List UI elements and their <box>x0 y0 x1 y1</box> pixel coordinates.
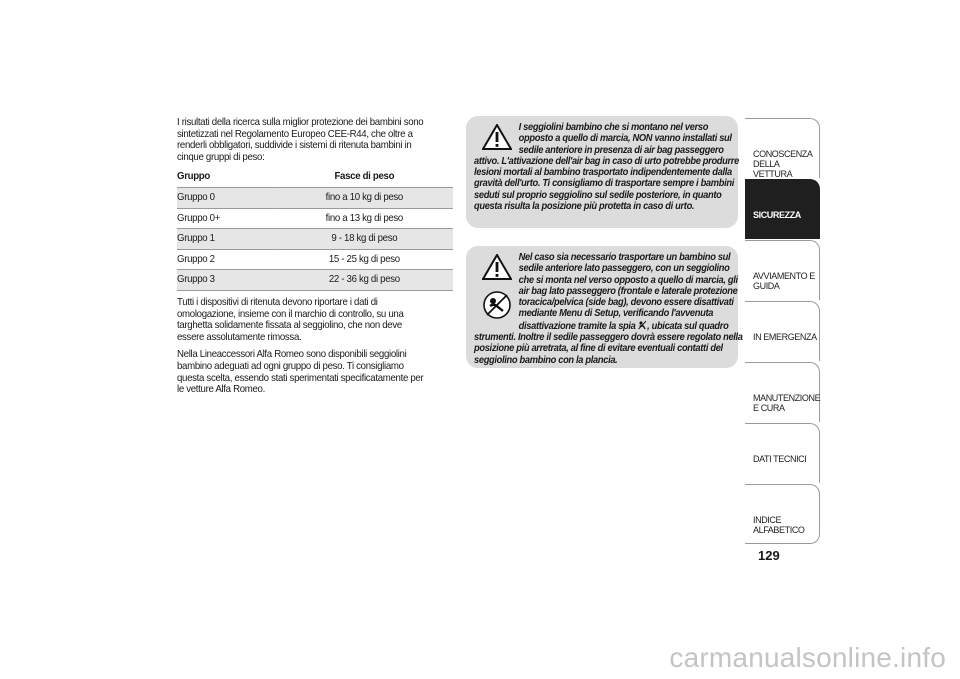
table-cell: fino a 10 kg di peso <box>276 187 453 208</box>
intro-paragraph: I risultati della ricerca sulla miglior protezione dei bambini sono sintetizzati nel Regolamento Europeo CEE-R44, che oltre a renderli obbligatori, suddivide i sistemi di ritenuta bambini in cinque gruppi di peso: <box>177 116 424 163</box>
tab-sicurezza[interactable]: SICUREZZA <box>745 179 820 239</box>
tab-indice[interactable]: INDICE ALFABETICO <box>745 484 820 544</box>
table-cell: fino a 13 kg di peso <box>276 208 453 229</box>
table-cell: Gruppo 3 <box>177 270 276 291</box>
section-tabs <box>745 118 820 545</box>
watermark: carmanualsonline.info <box>669 642 946 673</box>
table-cell: Gruppo 1 <box>177 229 276 250</box>
table-header-group: Gruppo <box>177 170 210 183</box>
warning-box-rear-facing <box>466 116 738 228</box>
table-cell: Gruppo 2 <box>177 249 276 270</box>
tab-avviamento[interactable]: AVVIAMENTO E GUIDA <box>745 240 820 300</box>
table-cell: 9 - 18 kg di peso <box>276 229 453 250</box>
table-row <box>177 270 453 291</box>
page-number: 129 <box>758 548 780 563</box>
tab-manutenzione[interactable]: MANUTENZIONE E CURA <box>745 362 820 422</box>
table-row <box>177 249 453 270</box>
table-row <box>177 208 453 229</box>
tab-emergenza[interactable]: IN EMERGENZA <box>745 301 820 361</box>
table-cell: Gruppo 0+ <box>177 208 276 229</box>
approval-paragraph: Tutti i dispositivi di ritenuta devono riportare i dati di omologazione, insieme con il marchio di controllo, su una targhetta solidamente fissata al seggiolino, che non deve essere assolutamente rimossa. <box>177 295 404 343</box>
table-header-weight: Fasce di peso <box>334 170 395 183</box>
accessories-paragraph: Nella Lineaccessori Alfa Romeo sono disponibili seggiolini bambino adeguati ad ogni gruppo di peso. Ti consigliamo questa scelta, essendo stati sperimentati specificatamente per le vetture Alfa Romeo. <box>177 348 424 396</box>
table-row <box>177 187 453 208</box>
tab-dati-tecnici[interactable]: DATI TECNICI <box>745 423 820 483</box>
warning-box-airbag-deactivation <box>466 246 743 368</box>
warning-text-cont: , ubicata sul quadro strumenti. Inoltre il sedile passeggero dovrà essere regolato nella posizione più arretrata, al fine di evitare eventuali contatti del seggiolino bambino con la plancia. <box>474 320 743 366</box>
main-text-column <box>177 117 431 402</box>
tab-conoscenza[interactable]: CONOSCENZA DELLA VETTURA <box>745 118 820 178</box>
warning-text: I seggiolini bambino che si montano nel verso opposto a quello di marcia, NON vanno installati sul sedile anteriore in presenza di air bag passeggero attivo. L'attivazione dell'air bag in caso di urto potrebbe produrre lesioni mortali al bambino trasportato indipendentemente dalla gravità dell'urto. Ti consigliamo di trasportare sempre i bambini seduti sul proprio seggiolino sul sedile posteriore, in quanto questa risulta la posizione più protetta in caso di urto. <box>474 122 739 213</box>
table-cell: 15 - 25 kg di peso <box>276 249 453 270</box>
table-header-row <box>177 169 453 187</box>
table-cell: 22 - 36 kg di peso <box>276 270 453 291</box>
warning-text: Nel caso sia necessario trasportare un bambino sul sedile anteriore lato passeggero, con un seggiolino che si monta nel verso opposto a quello di marcia, gli air bag lato passeggero (frontale e laterale protezione toracica/pelvica (side bag), devono essere disattivati mediante Menu di Setup, verificando l'avvenuta disattivazione tramite la spia <box>518 252 738 332</box>
weight-group-table <box>177 169 453 291</box>
airbag-warning-light-icon <box>638 320 647 330</box>
table-row <box>177 229 453 250</box>
table-cell: Gruppo 0 <box>177 187 276 208</box>
